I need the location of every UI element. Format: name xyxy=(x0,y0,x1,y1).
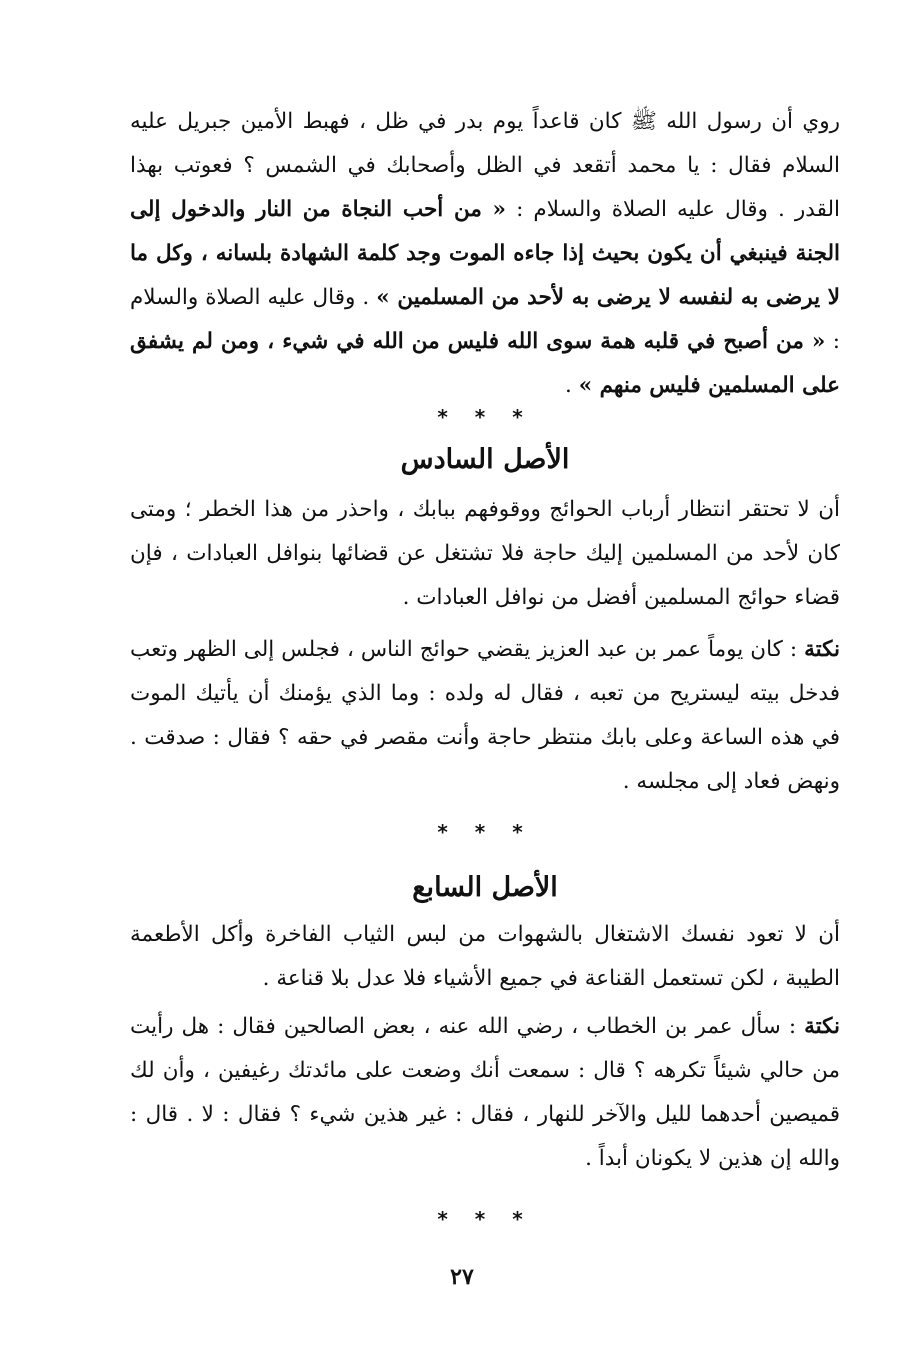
paragraph-anecdote-umar-abdulaziz xyxy=(130,628,840,804)
hadith-connector-text: . وقال عليه الصلاة والسلام : xyxy=(130,285,841,354)
heading-sixth-principle: الأصل السادس xyxy=(400,444,570,475)
section-separator: * * * xyxy=(437,405,533,429)
page-number: ٢٧ xyxy=(450,1264,474,1290)
section-separator: * * * xyxy=(437,1207,533,1231)
paragraph-anecdote-umar-khattab xyxy=(130,1005,840,1181)
anecdote-text: : كان يوماً عمر بن عبد العزيز يقضي حوائج الناس ، فجلس إلى الظهر وتعب فدخل بيته ليستريح من تعبه ، فقال له ولده : وما الذي يؤمنك أن يأتيك الموت في هذه الساعة وعلى بابك منتظر حاجة وأنت مقصر في حقه ؟ فقال : صدقت . ونهض فعاد إلى مجلسه . xyxy=(130,637,840,794)
hadith-quote-2: « من أصبح في قلبه همة سوى الله فليس من الله في شيء ، ومن لم يشفق على المسلمين فليس منهم » xyxy=(130,329,840,398)
paragraph-sixth-principle: أن لا تحتقر انتظار أرباب الحوائج ووقوفهم ببابك ، واحذر من هذا الخطر ؛ ومتى كان لأحد من المسلمين إليك حاجة فلا تشتغل عن قضائها بنوافل العبادات ، فإن قضاء حوائج المسلمين أفضل من نوافل العبادات . xyxy=(130,497,840,610)
heading-seventh-principle: الأصل السابع xyxy=(412,872,558,903)
hadith-intro-text: روي أن رسول الله ﷺ كان قاعداً يوم بدر في ظل ، فهبط الأمين جبريل عليه السلام فقال : يا محمد أتقعد في الظل وأصحابك في الشمس ؟ فعوتب بهذا القدر . وقال عليه الصلاة والسلام : xyxy=(130,109,840,222)
paragraph-seventh-principle: أن لا تعود نفسك الاشتغال بالشهوات من لبس الثياب الفاخرة وأكل الأطعمة الطيبة ، لكن تستعمل القناعة في جميع الأشياء فلا عدل بلا قناعة . xyxy=(130,922,840,991)
paragraph-hadith xyxy=(130,100,840,408)
hadith-quote-1: « من أحب النجاة من النار والدخول إلى الجنة فينبغي أن يكون بحيث إذا جاءه الموت وجد كلمة الشهادة بلسانه ، وكل ما لا يرضى به لنفسه لا يرضى به لأحد من المسلمين » xyxy=(130,197,840,310)
hadith-end-text: . xyxy=(565,373,579,398)
anecdote-label: نكتة xyxy=(804,1014,840,1039)
section-separator: * * * xyxy=(437,820,533,844)
anecdote-label: نكتة xyxy=(804,637,840,662)
anecdote-text: : سأل عمر بن الخطاب ، رضي الله عنه ، بعض الصالحين فقال : هل رأيت من حالي شيئاً تكرهه ؟ قال : سمعت أنك وضعت على مائدتك رغيفين ، وأن لك قميصين أحدهما لليل والآخر للنهار ، فقال : غير هذين شيء ؟ فقال : لا . قال : والله إن هذين لا يكونان أبداً . xyxy=(130,1014,840,1171)
